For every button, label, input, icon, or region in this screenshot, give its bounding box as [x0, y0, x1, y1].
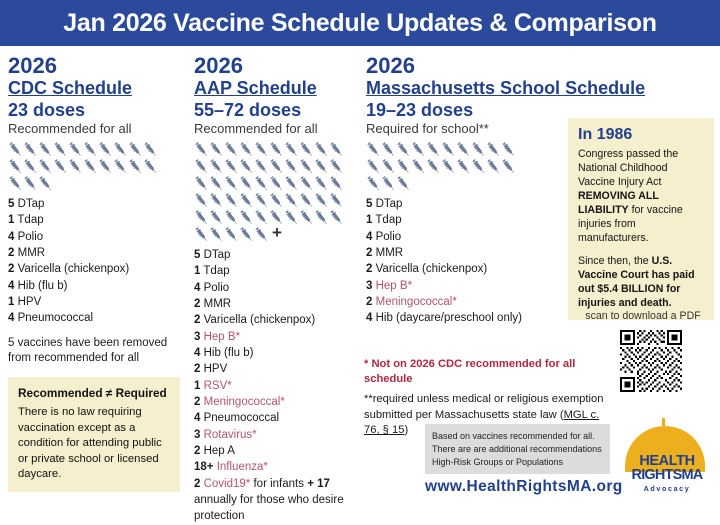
vaccine-row [194, 361, 352, 377]
syringe-icon [299, 192, 314, 209]
vaccine-dose-count: 2 [366, 247, 373, 260]
vaccine-name: Polio [203, 281, 230, 294]
disclaimer-line-1: Based on vaccines recommended for all. [432, 431, 595, 441]
syringe-icon [143, 158, 158, 175]
syringe-icon [366, 158, 381, 175]
covid-dose-count: 2 [194, 477, 201, 490]
vaccine-name: Tdap [17, 214, 44, 227]
aap-schedule-name[interactable]: AAP Schedule [194, 78, 317, 99]
footnote-text-b: ) [404, 424, 409, 437]
recommended-box-body: There is no law requiring vaccination except as a condition for attending public or private school or licensed daycare. [18, 406, 162, 481]
syringe-row [8, 141, 180, 158]
vaccine-dose-count: 4 [366, 230, 373, 243]
syringe-icon [441, 141, 456, 158]
vaccine-row [194, 247, 352, 263]
qr-code[interactable] [620, 330, 682, 392]
vaccine-name: Varicella (chickenpox) [17, 263, 130, 276]
syringe-icon [194, 226, 209, 243]
callout-p2-bold: U.S. Vaccine Court has paid out $5.4 BILLION for injuries and death. [578, 254, 695, 309]
page-title: Jan 2026 Vaccine Schedule Updates & Comparison [63, 8, 657, 37]
vaccine-dose-count: 5 [8, 198, 15, 211]
syringe-icon [269, 192, 284, 209]
cdc-removed-note: 5 vaccines have been removed from recommended for all [8, 336, 168, 365]
syringe-icon [83, 141, 98, 158]
vaccine-row [194, 410, 352, 426]
syringe-icon [98, 158, 113, 175]
syringe-icon [329, 192, 344, 209]
syringe-row [194, 223, 352, 243]
syringe-icon [254, 141, 269, 158]
syringe-icon [314, 192, 329, 209]
callout-paragraph-2 [578, 254, 705, 310]
vaccine-name: Hep A [203, 445, 235, 458]
syringe-icon [254, 226, 269, 243]
vaccine-row [8, 229, 180, 245]
syringe-icon [299, 175, 314, 192]
vaccine-dose-count: 3 [366, 279, 373, 292]
vaccine-dose-count: 2 [8, 247, 15, 260]
syringe-icon [501, 141, 516, 158]
syringe-icon [411, 141, 426, 158]
syringe-icon [366, 141, 381, 158]
cdc-syringe-chart [8, 141, 180, 192]
vaccine-dose-count: 2 [8, 263, 15, 276]
vaccine-row [8, 196, 180, 212]
vaccine-name: Tdap [375, 214, 402, 227]
syringe-icon [113, 158, 128, 175]
aap-syringe-chart [194, 141, 352, 243]
cdc-schedule-name[interactable]: CDC Schedule [8, 78, 133, 99]
syringe-icon [426, 158, 441, 175]
mgl-citation-link[interactable]: MGL c. 76, § 15 [364, 408, 600, 437]
syringe-icon [83, 158, 98, 175]
syringe-icon [209, 192, 224, 209]
vaccine-name: Rotavirus* [203, 428, 257, 441]
covid-mid-text: for infants [253, 477, 304, 490]
syringe-icon [254, 192, 269, 209]
vaccine-name: Pneumococcal [203, 412, 280, 425]
syringe-icon [8, 158, 23, 175]
syringe-icon [284, 209, 299, 226]
syringe-icon [8, 175, 23, 192]
syringe-icon [68, 158, 83, 175]
syringe-icon [224, 158, 239, 175]
vaccine-row [194, 280, 352, 296]
footnote-text-a: **required unless medical or religious exemption submitted per Massachusetts state law ( [364, 393, 604, 421]
callout-title: In 1986 [578, 126, 633, 143]
syringe-icon [239, 141, 254, 158]
recommended-not-required-box [8, 377, 180, 492]
vaccine-row-covid [194, 476, 352, 525]
syringe-icon [113, 141, 128, 158]
ma-year: 2026 [366, 53, 415, 78]
syringe-icon [411, 158, 426, 175]
syringe-row [194, 192, 352, 209]
syringe-icon [224, 192, 239, 209]
vaccine-dose-count: 5 [366, 198, 373, 211]
vaccine-name: MMR [17, 247, 46, 260]
syringe-icon [284, 158, 299, 175]
vaccine-row [194, 296, 352, 312]
logo-text [627, 454, 707, 493]
syringe-icon [329, 141, 344, 158]
syringe-row [8, 175, 180, 192]
vaccine-name: RSV* [203, 379, 232, 392]
vaccine-name: HPV [203, 363, 228, 376]
vaccine-dose-count: 4 [8, 230, 15, 243]
syringe-icon [128, 141, 143, 158]
vaccine-dose-count: 3 [194, 428, 201, 441]
disclaimer-line-3: High-Risk Groups or Populations [432, 456, 564, 467]
vaccine-name: Varicella (chickenpox) [203, 314, 316, 327]
syringe-icon [38, 175, 53, 192]
ma-schedule-name[interactable]: Massachusetts School Schedule [366, 78, 646, 99]
syringe-icon [53, 158, 68, 175]
syringe-icon [486, 141, 501, 158]
vaccine-dose-count: 2 [194, 363, 201, 376]
recommended-box-heading: Recommended ≠ Required [18, 385, 167, 400]
vaccine-row [194, 312, 352, 328]
vaccine-name: Hib (flu b) [17, 279, 68, 292]
vaccine-dose-count: 4 [194, 412, 201, 425]
vaccine-row [8, 310, 180, 326]
footnote-asterisk: * Not on 2026 CDC recommended for all schedule [364, 358, 576, 385]
syringe-icon [366, 175, 381, 192]
ma-subnote: Required for school** [366, 121, 489, 137]
syringe-icon [224, 226, 239, 243]
vaccine-dose-count: 1 [8, 296, 15, 309]
website-url[interactable]: www.HealthRightsMA.org [425, 478, 623, 495]
syringe-icon [314, 158, 329, 175]
liability-callout-box [568, 118, 714, 320]
aap-vaccine-list [194, 247, 352, 525]
aap-subnote: Recommended for all [194, 121, 318, 137]
vaccine-row [8, 278, 180, 294]
vaccine-dose-count: 4 [366, 312, 373, 325]
syringe-icon [209, 209, 224, 226]
syringe-icon [143, 141, 158, 158]
syringe-icon [194, 175, 209, 192]
covid-extra-count: + 17 [307, 477, 330, 490]
vaccine-name: DTap [375, 198, 403, 211]
syringe-icon [209, 175, 224, 192]
ma-dose-count: 19–23 doses [366, 99, 474, 120]
vaccine-row [8, 212, 180, 228]
vaccine-row [8, 245, 180, 261]
vaccine-dose-count: 18+ [194, 461, 214, 474]
vaccine-dose-count: 2 [194, 445, 201, 458]
syringe-icon [128, 158, 143, 175]
vaccine-row [194, 394, 352, 410]
vaccine-name: Hib (daycare/preschool only) [375, 312, 522, 325]
syringe-icon [23, 175, 38, 192]
logo-line-1: HEALTH [639, 453, 695, 469]
page-banner [0, 0, 720, 46]
syringe-icon [314, 175, 329, 192]
syringe-icon [239, 175, 254, 192]
syringe-icon [299, 158, 314, 175]
vaccine-name: Polio [17, 230, 44, 243]
syringe-icon [284, 175, 299, 192]
vaccine-dose-count: 3 [194, 330, 201, 343]
syringe-icon [194, 158, 209, 175]
aap-year: 2026 [194, 53, 243, 78]
syringe-icon [329, 209, 344, 226]
syringe-icon [471, 158, 486, 175]
callout-p1-a: Congress passed the National Childhood Vaccine Injury Act [578, 148, 679, 189]
syringe-icon [426, 141, 441, 158]
vaccine-name: DTap [17, 198, 45, 211]
syringe-icon [456, 141, 471, 158]
syringe-icon [299, 209, 314, 226]
syringe-icon [239, 226, 254, 243]
syringe-icon [23, 158, 38, 175]
vaccine-row [194, 427, 352, 443]
syringe-icon [209, 158, 224, 175]
syringe-icon [284, 192, 299, 209]
vaccine-dose-count: 1 [8, 214, 15, 227]
vaccine-row [194, 263, 352, 279]
syringe-icon [194, 192, 209, 209]
scan-instruction: scan to download a PDF [585, 310, 701, 322]
vaccine-name: Influenza* [216, 461, 268, 474]
syringe-icon [38, 158, 53, 175]
syringe-icon [329, 175, 344, 192]
qr-code-image [620, 330, 682, 392]
vaccine-name: Hep B* [375, 279, 413, 292]
logo-line-2: RIGHTSMA [631, 467, 703, 484]
vaccine-dose-count: 2 [366, 263, 373, 276]
vaccine-name: MMR [375, 247, 404, 260]
syringe-icon [441, 158, 456, 175]
vaccine-dose-count: 2 [194, 298, 201, 311]
cdc-dose-count: 23 doses [8, 99, 86, 120]
vaccine-name: Meningococcal* [203, 396, 285, 409]
syringe-icon [314, 209, 329, 226]
syringe-icon [299, 141, 314, 158]
callout-paragraph-1 [578, 147, 705, 246]
aap-dose-count: 55–72 doses [194, 99, 302, 120]
callout-p1-c: for vaccine injuries from manufacturers. [578, 204, 683, 245]
syringe-icon [501, 158, 516, 175]
cdc-vaccine-list [8, 196, 180, 327]
syringe-row [194, 175, 352, 192]
vaccine-dose-count: 4 [8, 279, 15, 292]
syringe-icon [254, 209, 269, 226]
vaccine-name: Varicella (chickenpox) [375, 263, 488, 276]
syringe-icon [239, 158, 254, 175]
vaccine-name: Meningococcal* [375, 296, 457, 309]
syringe-icon [396, 158, 411, 175]
cdc-subnote: Recommended for all [8, 121, 132, 137]
syringe-icon [269, 158, 284, 175]
vaccine-dose-count: 4 [194, 347, 201, 360]
syringe-icon [329, 158, 344, 175]
vaccine-name: HPV [17, 296, 42, 309]
syringe-icon [381, 175, 396, 192]
syringe-icon [209, 141, 224, 158]
syringe-icon [68, 141, 83, 158]
syringe-icon [239, 209, 254, 226]
callout-p1-bold: REMOVING ALL LIABILITY [578, 190, 659, 217]
syringe-icon [254, 175, 269, 192]
syringe-row [194, 158, 352, 175]
vaccine-name: Hep B* [203, 330, 241, 343]
syringe-icon [239, 192, 254, 209]
syringe-icon [8, 141, 23, 158]
vaccine-name: Pneumococcal [17, 312, 94, 325]
syringe-icon [194, 141, 209, 158]
vaccine-row [194, 329, 352, 345]
syringe-icon [194, 209, 209, 226]
vaccine-dose-count: 1 [366, 214, 373, 227]
vaccine-dose-count: 4 [8, 312, 15, 325]
vaccine-dose-count: 5 [194, 249, 201, 262]
syringe-row [8, 158, 180, 175]
syringe-icon [456, 158, 471, 175]
syringe-icon [254, 158, 269, 175]
syringe-icon [224, 175, 239, 192]
syringe-icon [224, 209, 239, 226]
syringe-icon [224, 141, 239, 158]
vaccine-dose-count: 2 [366, 296, 373, 309]
syringe-icon [381, 141, 396, 158]
syringe-icon [396, 141, 411, 158]
syringe-icon [38, 141, 53, 158]
syringe-icon [98, 141, 113, 158]
syringe-icon [381, 158, 396, 175]
syringe-icon [269, 175, 284, 192]
vaccine-dose-count: 1 [194, 379, 201, 392]
vaccine-row [194, 378, 352, 394]
plus-indicator: + [272, 223, 282, 243]
vaccine-name: DTap [203, 249, 231, 262]
cdc-year: 2026 [8, 53, 57, 78]
syringe-icon [269, 141, 284, 158]
syringe-icon [284, 141, 299, 158]
vaccine-row [8, 261, 180, 277]
covid-tail-text: annually for those who desire protection [194, 494, 344, 523]
logo-line-3: Advocacy [643, 483, 691, 493]
vaccine-name: Tdap [203, 265, 230, 278]
vaccine-dose-count: 4 [194, 281, 201, 294]
vaccine-dose-count: 2 [194, 314, 201, 327]
syringe-row [194, 141, 352, 158]
column-cdc-schedule [0, 54, 186, 525]
disclaimer-box [425, 424, 610, 474]
callout-p2-a: Since then, the [578, 254, 652, 267]
syringe-icon [53, 141, 68, 158]
vaccine-name: Hib (flu b) [203, 347, 254, 360]
vaccine-name: Polio [375, 230, 402, 243]
covid-vaccine-name: Covid19* [203, 477, 251, 490]
vaccine-row [194, 443, 352, 459]
syringe-icon [471, 141, 486, 158]
vaccine-row [8, 294, 180, 310]
syringe-icon [23, 141, 38, 158]
vaccine-dose-count: 1 [194, 265, 201, 278]
vaccine-name: MMR [203, 298, 232, 311]
column-aap-schedule [186, 54, 358, 525]
vaccine-dose-count: 2 [194, 396, 201, 409]
syringe-icon [314, 141, 329, 158]
disclaimer-line-2: There are are additional recommendations [432, 443, 602, 454]
vaccine-row [194, 345, 352, 361]
syringe-icon [209, 226, 224, 243]
syringe-icon [486, 158, 501, 175]
healthrightsma-logo[interactable] [617, 418, 713, 510]
vaccine-row [194, 459, 352, 475]
syringe-icon [396, 175, 411, 192]
